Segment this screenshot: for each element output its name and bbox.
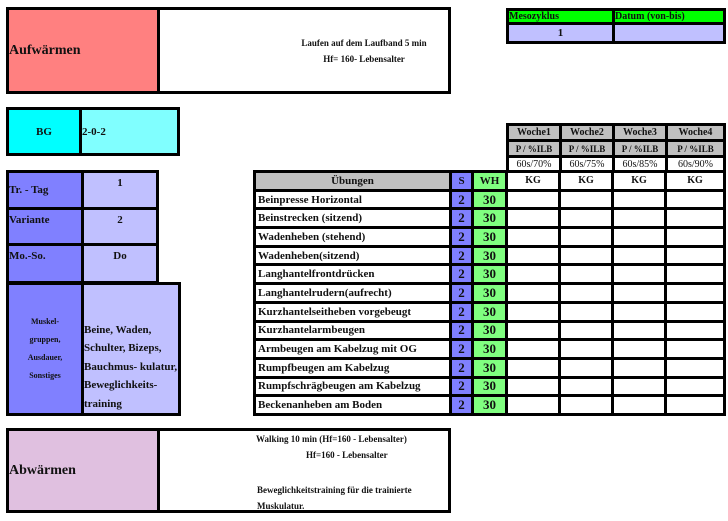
week-kg-input[interactable] — [667, 341, 723, 357]
cooldown-line: Muskulatur. — [257, 501, 305, 511]
week-kg-input[interactable] — [667, 379, 723, 395]
reps-value[interactable]: 30 — [474, 304, 505, 320]
reps-value[interactable]: 30 — [474, 379, 505, 395]
week-kg-input[interactable] — [667, 304, 723, 320]
reps-value[interactable]: 30 — [474, 248, 505, 264]
sets-header: S — [452, 173, 471, 189]
reps-value[interactable]: 30 — [474, 397, 505, 413]
info-section — [6, 170, 159, 284]
week-kg-input[interactable] — [508, 285, 558, 301]
bg-value[interactable]: 2-0-2 — [82, 110, 177, 153]
week-kg-input[interactable] — [614, 266, 664, 282]
week-kg-input[interactable] — [561, 323, 611, 339]
sets-value[interactable]: 2 — [452, 266, 471, 282]
week-kg-input[interactable] — [667, 360, 723, 376]
cooldown-line: Beweglichkeitstraining für die trainierte — [257, 485, 412, 495]
reps-value[interactable]: 30 — [474, 229, 505, 245]
info-label: Tr. - Tag — [9, 173, 81, 207]
week-load: 60s/75% — [562, 158, 612, 171]
cooldown-description — [160, 431, 448, 510]
sets-value[interactable]: 2 — [452, 304, 471, 320]
reps-value[interactable]: 30 — [474, 210, 505, 226]
sets-value[interactable]: 2 — [452, 248, 471, 264]
week-kg-input[interactable] — [561, 266, 611, 282]
bg-section — [6, 107, 180, 156]
week-unit: P / %ILB — [562, 142, 612, 155]
week-kg-input[interactable] — [561, 192, 611, 208]
week-name: Woche4 — [668, 126, 723, 139]
sets-value[interactable]: 2 — [452, 323, 471, 339]
cooldown-line: Walking 10 min (Hf=160 - Lebensalter) — [256, 434, 407, 444]
sets-value[interactable]: 2 — [452, 360, 471, 376]
cooldown-line: Hf=160 - Lebensalter — [306, 450, 388, 460]
week-load: 60s/85% — [615, 158, 665, 171]
week-kg-input[interactable] — [667, 285, 723, 301]
week-kg-input[interactable] — [508, 360, 558, 376]
week-header — [506, 123, 726, 171]
meso-section — [506, 8, 726, 44]
week-kg-input[interactable] — [614, 192, 664, 208]
exercise-table — [253, 170, 726, 416]
week-kg-input[interactable] — [508, 304, 558, 320]
sets-value[interactable]: 2 — [452, 397, 471, 413]
week-kg-input[interactable] — [508, 192, 558, 208]
sets-value[interactable]: 2 — [452, 379, 471, 395]
kg-header: KG — [667, 173, 723, 189]
exercise-name: Kurzhantelseitheben vorgebeugt — [256, 304, 449, 320]
sets-value[interactable]: 2 — [452, 192, 471, 208]
week-kg-input[interactable] — [667, 192, 723, 208]
week-kg-input[interactable] — [614, 360, 664, 376]
reps-value[interactable]: 30 — [474, 266, 505, 282]
bg-label: BG — [9, 110, 79, 153]
cooldown-section — [6, 428, 451, 513]
exercise-name: Beinpresse Horizontal — [256, 192, 449, 208]
exercise-header: Übungen — [256, 173, 449, 189]
week-kg-input[interactable] — [614, 397, 664, 413]
exercise-name: Beinstrecken (sitzend) — [256, 210, 449, 226]
warmup-line: Hf= 160- Lebensalter — [323, 53, 405, 64]
week-kg-input[interactable] — [508, 379, 558, 395]
week-kg-input[interactable] — [614, 304, 664, 320]
sets-value[interactable]: 2 — [452, 341, 471, 357]
week-kg-input[interactable] — [561, 397, 611, 413]
week-kg-input[interactable] — [667, 210, 723, 226]
week-kg-input[interactable] — [561, 285, 611, 301]
week-kg-input[interactable] — [561, 341, 611, 357]
week-kg-input[interactable] — [561, 379, 611, 395]
meso-value[interactable]: 1 — [509, 25, 612, 41]
week-unit: P / %ILB — [615, 142, 665, 155]
week-kg-input[interactable] — [508, 229, 558, 245]
week-unit: P / %ILB — [509, 142, 559, 155]
kg-header: KG — [614, 173, 664, 189]
week-name: Woche3 — [615, 126, 665, 139]
sets-value[interactable]: 2 — [452, 229, 471, 245]
info-value[interactable]: Do — [84, 246, 156, 281]
exercise-name: Rumpfschrägbeugen am Kabelzug — [256, 379, 449, 395]
exercise-name: Langhantelrudern(aufrecht) — [256, 285, 449, 301]
muscle-value[interactable]: Beine, Waden, Schulter, Bizeps, Bauchmus- kulatur, Beweglichkeits- training — [84, 285, 178, 413]
week-kg-input[interactable] — [667, 229, 723, 245]
week-load: 60s/90% — [668, 158, 723, 171]
date-value[interactable] — [615, 25, 723, 41]
muscle-label: Muskel- gruppen, Ausdauer, Sonstiges — [9, 285, 81, 413]
reps-value[interactable]: 30 — [474, 323, 505, 339]
week-load: 60s/70% — [509, 158, 559, 171]
exercise-name: Rumpfbeugen am Kabelzug — [256, 360, 449, 376]
week-kg-input[interactable] — [508, 397, 558, 413]
reps-value[interactable]: 30 — [474, 360, 505, 376]
date-label: Datum (von-bis) — [615, 11, 723, 22]
exercise-name: Langhantelfrontdrücken — [256, 266, 449, 282]
week-kg-input[interactable] — [667, 248, 723, 264]
week-kg-input[interactable] — [667, 266, 723, 282]
sets-value[interactable]: 2 — [452, 210, 471, 226]
week-name: Woche1 — [509, 126, 559, 139]
muscle-section — [6, 282, 181, 416]
exercise-name: Wadenheben(sitzend) — [256, 248, 449, 264]
week-kg-input[interactable] — [614, 210, 664, 226]
meso-label: Mesozyklus — [509, 11, 612, 22]
reps-value[interactable]: 30 — [474, 285, 505, 301]
info-value[interactable]: 2 — [84, 210, 156, 243]
week-kg-input[interactable] — [614, 341, 664, 357]
info-value[interactable]: 1 — [84, 173, 156, 207]
kg-header: KG — [561, 173, 611, 189]
week-kg-input[interactable] — [614, 248, 664, 264]
reps-header: WH — [474, 173, 505, 189]
reps-value[interactable]: 30 — [474, 192, 505, 208]
week-kg-input[interactable] — [561, 304, 611, 320]
warmup-section — [6, 7, 451, 94]
exercise-name: Wadenheben (stehend) — [256, 229, 449, 245]
week-unit: P / %ILB — [668, 142, 723, 155]
week-name: Woche2 — [562, 126, 612, 139]
warmup-line: Laufen auf dem Laufband 5 min — [301, 37, 427, 48]
warmup-description — [160, 10, 448, 91]
week-kg-input[interactable] — [614, 323, 664, 339]
week-kg-input[interactable] — [561, 229, 611, 245]
exercise-name: Beckenanheben am Boden — [256, 397, 449, 413]
week-kg-input[interactable] — [508, 323, 558, 339]
kg-header: KG — [508, 173, 558, 189]
info-label: Variante — [9, 210, 81, 243]
exercise-name: Armbeugen am Kabelzug mit OG — [256, 341, 449, 357]
week-kg-input[interactable] — [614, 229, 664, 245]
week-kg-input[interactable] — [667, 397, 723, 413]
cooldown-title: Abwärmen — [9, 431, 157, 510]
sets-value[interactable]: 2 — [452, 285, 471, 301]
week-kg-input[interactable] — [561, 210, 611, 226]
warmup-title: Aufwärmen — [9, 10, 157, 91]
week-kg-input[interactable] — [508, 266, 558, 282]
week-kg-input[interactable] — [508, 248, 558, 264]
week-kg-input[interactable] — [561, 360, 611, 376]
week-kg-input[interactable] — [508, 210, 558, 226]
info-label: Mo.-So. — [9, 246, 81, 281]
reps-value[interactable]: 30 — [474, 341, 505, 357]
week-kg-input[interactable] — [508, 341, 558, 357]
week-kg-input[interactable] — [561, 248, 611, 264]
week-kg-input[interactable] — [614, 379, 664, 395]
week-kg-input[interactable] — [667, 323, 723, 339]
week-kg-input[interactable] — [614, 285, 664, 301]
exercise-name: Kurzhantelarmbeugen — [256, 323, 449, 339]
